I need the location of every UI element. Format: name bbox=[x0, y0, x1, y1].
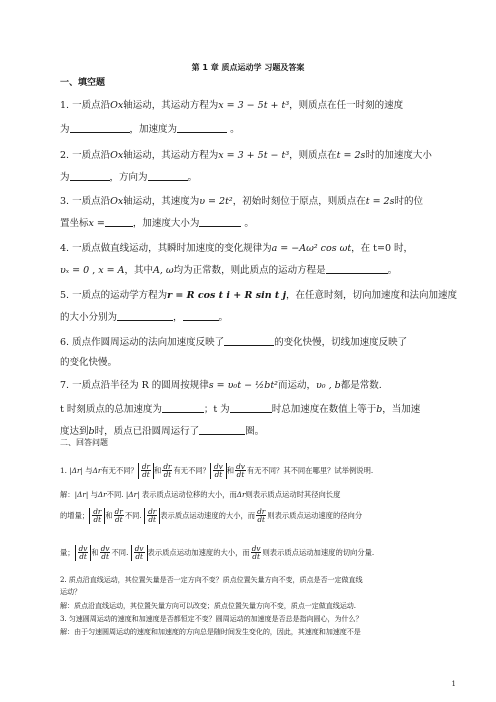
q7-motion-law: s = υ₀t − ½bt² bbox=[208, 380, 278, 391]
q7-b-2: b bbox=[88, 426, 95, 437]
a1-q-text-6: 和 bbox=[226, 465, 235, 475]
answer-2-solution: 解：质点沿直线运动，其位置矢量方向可以改变；质点位置矢量方向不变，质点一定做直线运动. bbox=[60, 601, 356, 610]
a1-s-text-15: 则表示质点运动加速度的切向分量. bbox=[262, 547, 375, 557]
frac-den: dt bbox=[79, 552, 87, 561]
a1-abs-drdt bbox=[138, 463, 154, 479]
a1-s-delta-r: Δr bbox=[77, 490, 86, 499]
a1-s-abs-dvdt-2 bbox=[131, 545, 148, 561]
q7-text-e: ；t 为 bbox=[203, 404, 230, 415]
frac-den: dt bbox=[236, 470, 245, 479]
q1-text-c: ，则质点在任一时刻的速度 bbox=[289, 100, 404, 111]
a1-s-text-10: 则表示质点运动速度的径向分 bbox=[267, 510, 363, 520]
a1-s-abs-drdt-2 bbox=[144, 508, 160, 524]
a1-s-text-1: 解：| bbox=[60, 490, 78, 499]
q4-initial-position: x = A bbox=[98, 265, 125, 276]
a1-s-text-5: 则表示质点运动时其径向长度 bbox=[245, 490, 341, 499]
q3-x-eq: x = bbox=[88, 218, 105, 229]
frac-num: dv bbox=[134, 545, 144, 553]
q1-text-e: ，加速度为 bbox=[129, 124, 178, 135]
a1-q-text-2: | 与 bbox=[80, 465, 93, 475]
a1-q-text-3: 有无不同？ bbox=[101, 465, 138, 475]
a1-delta-r: Δr bbox=[71, 465, 81, 475]
q3-text-e: 置坐标 bbox=[60, 218, 89, 229]
question-4-line-2: υₓ = 0 , x = A，其中A, ω均为正常数，则此质点的运动方程是 。 bbox=[60, 265, 398, 276]
answer-1-solution-line-1 bbox=[60, 490, 460, 500]
a1-s-drdt bbox=[114, 508, 124, 524]
answer-3-solution: 解：由于匀速圆周运动的速度和加速度的方向总是随时间发生变化的，因此，其速度和加速度不是 bbox=[60, 627, 361, 636]
frac-num: dv bbox=[251, 545, 261, 553]
question-7-line-2 bbox=[60, 401, 460, 415]
question-3-line-2 bbox=[60, 215, 460, 229]
q2-text-g: 。 bbox=[187, 172, 198, 183]
a1-s-text-9: 表示质点运动速度的大小，而 bbox=[160, 510, 256, 520]
q2-text-a: 2. 一质点沿 bbox=[60, 150, 111, 161]
q7-text-j: 圈。 bbox=[245, 426, 265, 437]
question-2-line-2 bbox=[60, 169, 460, 183]
a1-s-text-12: 和 bbox=[91, 547, 99, 557]
q2-blank-direction[interactable] bbox=[148, 171, 188, 181]
q1-text-d: 为 bbox=[60, 124, 70, 135]
q5-text-a: 5. 一质点的运动学方程为 bbox=[60, 290, 168, 301]
q3-text-f: ，加速度大小为 bbox=[132, 218, 200, 229]
q2-equation: x = 3 + 5t − t³ bbox=[218, 150, 290, 161]
a1-s-text-13: 不同. bbox=[111, 547, 129, 557]
q3-text-g: 。 bbox=[244, 218, 254, 229]
q4-text-a: 4. 一质点做直线运动，其瞬时加速度的变化规律为 bbox=[60, 243, 272, 254]
a1-q-text-5: 有无不同？ bbox=[173, 465, 210, 475]
q3-blank-acceleration[interactable] bbox=[199, 217, 241, 227]
q5-text-e: 。 bbox=[218, 312, 229, 323]
answer-1-solution-line-2 bbox=[60, 508, 460, 524]
q6-text-b: 的变化快慢，切线加速度反映了 bbox=[274, 337, 408, 348]
q3-time: t = 2s bbox=[365, 196, 395, 207]
frac-num: dr bbox=[93, 508, 102, 516]
q4-initial-velocity: υₓ = 0 bbox=[60, 265, 90, 276]
q7-text-d: t 时刻质点的总加速度为 bbox=[60, 404, 162, 415]
q7-b: b bbox=[376, 404, 383, 415]
q4-text-e: 。 bbox=[387, 265, 398, 276]
frac-den: dt bbox=[214, 470, 223, 479]
answer-2-question-line-2: 运动？ bbox=[60, 587, 81, 596]
q1-text-f: 。 bbox=[230, 124, 240, 135]
a1-q-text-1: 1. | bbox=[60, 465, 72, 475]
q1-equation: x = 3 − 5t + t³ bbox=[218, 100, 290, 111]
q4-text-d: 均为正常数，则此质点的运动方程是 bbox=[173, 265, 326, 276]
a1-s-abs-dvdt bbox=[75, 545, 92, 561]
frac-num: dv bbox=[78, 545, 88, 553]
q7-text-c: 都是常数. bbox=[340, 380, 382, 391]
q2-text-d: 时的加速度大小 bbox=[365, 150, 432, 161]
q7-blank-turns[interactable] bbox=[199, 425, 245, 435]
frac-den: dt bbox=[135, 552, 143, 561]
a1-delta-r-2: Δr bbox=[92, 465, 102, 475]
question-1-line-2 bbox=[60, 121, 460, 135]
question-5-line-1 bbox=[60, 287, 460, 301]
q2-time: t = 2s bbox=[336, 150, 366, 161]
frac-den: dt bbox=[142, 470, 150, 479]
frac-num: dr bbox=[114, 508, 123, 516]
q3-text-b: 轴运动，其速度为 bbox=[123, 196, 200, 207]
q7-blank-total-acceleration[interactable] bbox=[162, 403, 204, 413]
frac-num: dv bbox=[236, 463, 245, 471]
question-6-line-2 bbox=[60, 354, 460, 368]
q2-blank-magnitude[interactable] bbox=[70, 171, 110, 181]
q4-constants: A, ω bbox=[153, 265, 174, 276]
q3-velocity: υ = 2t² bbox=[199, 196, 233, 207]
answer-1-question bbox=[60, 463, 460, 479]
frac-num: dv bbox=[213, 463, 223, 471]
q3-text-d: 时的位 bbox=[394, 196, 423, 207]
q2-text-e: 为 bbox=[60, 172, 70, 183]
frac-den: dt bbox=[163, 470, 172, 479]
a1-s-text-14: 表示质点运动加速度的大小，而 bbox=[147, 547, 250, 557]
a1-s-dvdt-2 bbox=[251, 545, 262, 561]
q1-blank-velocity[interactable] bbox=[70, 123, 130, 133]
q3-text-c: ，初始时刻位于原点，则质点在 bbox=[232, 196, 366, 207]
q7-text-b: 而运动， bbox=[277, 380, 316, 391]
frac-den: dt bbox=[252, 552, 260, 561]
a1-s-text-7: 和 bbox=[105, 510, 113, 520]
a1-dvdt bbox=[235, 463, 246, 479]
a1-s-delta-r-3: Δr bbox=[128, 490, 138, 499]
a1-drdt bbox=[162, 463, 172, 479]
q4-text-b: ，在 t=0 时， bbox=[351, 243, 414, 254]
a1-s-text-3: 不同. | bbox=[106, 490, 129, 499]
q4-text-c: ，其中 bbox=[124, 265, 153, 276]
q6-blank-normal[interactable] bbox=[224, 336, 274, 346]
section-heading-questions: 二、回答问题 bbox=[60, 438, 108, 447]
q3-axis: Ox bbox=[110, 196, 124, 207]
q2-axis: Ox bbox=[110, 150, 124, 161]
a1-s-text-4: | 表示质点运动位移的大小，而 bbox=[137, 490, 237, 499]
a1-s-text-6: 的增量； bbox=[60, 510, 90, 520]
a1-s-abs-drdt bbox=[89, 508, 105, 524]
a1-s-text-11: 量； bbox=[60, 547, 75, 557]
q2-text-f: ，方向为 bbox=[109, 172, 148, 183]
q7-blank-time[interactable] bbox=[230, 403, 272, 413]
frac-den: dt bbox=[114, 515, 123, 524]
answer-1-solution-line-3 bbox=[60, 545, 460, 561]
q7-text-i: 时，质点已沿圆周运行了 bbox=[94, 426, 200, 437]
q5-blank-normal[interactable] bbox=[183, 311, 219, 321]
q7-text-g: ，当加速 bbox=[382, 404, 421, 415]
q5-equation: r = R cos t i + R sin t j bbox=[167, 290, 287, 301]
q4-blank-equation[interactable] bbox=[326, 264, 388, 274]
page-title: 第 1 章 质点运动学 习题及答案 bbox=[191, 63, 305, 72]
q2-text-c: ，则质点在 bbox=[289, 150, 337, 161]
frac-den: dt bbox=[101, 552, 109, 561]
q6-text-c: 的变化快慢。 bbox=[60, 357, 118, 368]
q5-text-b: ，在任意时刻，切向加速度和法向加速度 bbox=[286, 290, 458, 301]
a1-s-delta-r-2: Δr bbox=[97, 490, 107, 499]
q3-blank-position[interactable] bbox=[105, 217, 133, 227]
frac-den: dt bbox=[257, 515, 265, 524]
a1-q-text-4: 和 bbox=[154, 465, 162, 475]
question-6-line-1 bbox=[60, 334, 460, 348]
a1-s-text-2: | 与 bbox=[85, 490, 98, 499]
frac-num: dr bbox=[141, 463, 151, 471]
frac-num: dr bbox=[257, 508, 266, 516]
frac-den: dt bbox=[148, 515, 156, 524]
question-1-line-1 bbox=[60, 97, 460, 111]
question-3-line-1 bbox=[60, 193, 460, 207]
frac-den: dt bbox=[93, 515, 102, 524]
q1-text-b: 轴运动，其运动方程为 bbox=[123, 100, 219, 111]
q6-text-a: 6. 质点作圆周运动的法向加速度反映了 bbox=[60, 337, 225, 348]
q1-axis: Ox bbox=[110, 100, 124, 111]
question-7-line-3 bbox=[60, 423, 460, 437]
q7-text-f: 时总加速度在数值上等于 bbox=[271, 404, 377, 415]
frac-num: dv bbox=[100, 545, 110, 553]
q3-text-a: 3. 一质点沿 bbox=[60, 196, 111, 207]
frac-num: dr bbox=[163, 463, 172, 471]
a1-abs-dvdt bbox=[210, 463, 227, 479]
a1-s-drdt-2 bbox=[256, 508, 266, 524]
question-7-line-1 bbox=[60, 377, 460, 391]
q7-text-h: 度达到 bbox=[60, 426, 89, 437]
q1-blank-acceleration[interactable] bbox=[177, 123, 227, 133]
page-number: 1 bbox=[451, 680, 456, 688]
answer-3-question: 3. 匀速圆周运动的速度和加速度是否都恒定不变？圆周运动的加速度是否总是指向圆心，为什么？ bbox=[60, 614, 363, 623]
q2-text-b: 轴运动，其运动方程为 bbox=[123, 150, 219, 161]
answer-2-question-line-1: 2. 质点沿直线运动，其位置矢量是否一定方向不变？质点位置矢量方向不变，质点是否一定做直线 bbox=[60, 575, 363, 584]
q5-blank-tangential[interactable] bbox=[117, 311, 173, 321]
a1-s-dvdt bbox=[100, 545, 111, 561]
section-heading-fill-in: 一、填空题 bbox=[60, 78, 106, 88]
a1-q-text-7: 有无不同？其不同在哪里？试举例说明. bbox=[246, 465, 374, 475]
question-5-line-2 bbox=[60, 309, 460, 323]
a1-s-delta-r-4: Δr bbox=[236, 490, 246, 499]
question-2-line-1 bbox=[60, 147, 460, 161]
question-4-line-1 bbox=[60, 240, 460, 254]
a1-s-text-8: 不同. bbox=[124, 510, 142, 520]
q7-text-a: 7. 一质点沿半径为 R 的圆周按规律 bbox=[60, 380, 209, 391]
q4-acceleration-law: a = −Aω² cos ωt bbox=[271, 243, 352, 254]
q5-text-c: 的大小分别为 bbox=[60, 312, 118, 323]
frac-num: dr bbox=[148, 508, 157, 516]
q7-constants: υ₀ , b bbox=[316, 380, 341, 391]
q5-text-d: ， bbox=[173, 312, 183, 323]
q1-text-a: 1. 一质点沿 bbox=[60, 100, 111, 111]
